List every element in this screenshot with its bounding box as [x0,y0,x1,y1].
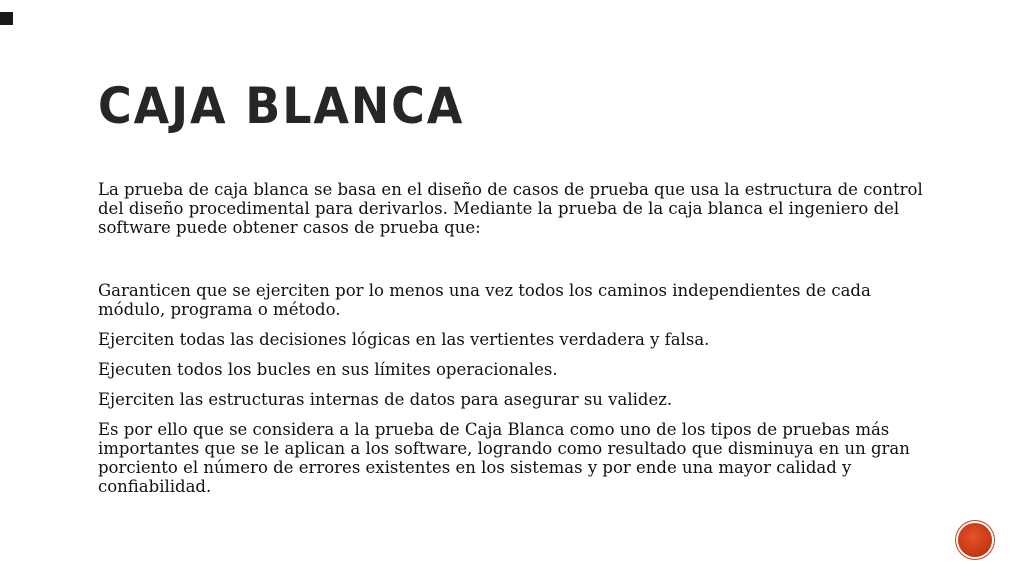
list-item: Ejerciten todas las decisiones lógicas en las vertientes verdadera y falsa. [98,330,710,349]
page-number-badge [958,523,992,557]
slide-title: CAJA BLANCA [98,77,465,135]
list-item: Ejecuten todos los bucles en sus límites operacionales. [98,360,558,379]
page-number [958,523,992,557]
list-item: Es por ello que se considera a la prueba de Caja Blanca como uno de los tipos de pruebas más importantes que se le aplican a los software, logrando como resultado que disminuya en un gran porciento el número de errores existentes en los sistemas y por ende una mayor calidad y confiabilidad. [98,420,910,496]
list-item: Ejerciten las estructuras internas de datos para asegurar su validez. [98,390,673,409]
corner-mark [0,12,13,25]
intro-paragraph: La prueba de caja blanca se basa en el diseño de casos de prueba que usa la estructura de control del diseño procedimental para derivarlos. Mediante la prueba de la caja blanca el ingeniero del software puede obtener casos de prueba que: [98,180,923,237]
slide-body [98,180,928,507]
list-item: Garanticen que se ejerciten por lo menos una vez todos los caminos independientes de cada módulo, programa o método. [98,281,871,319]
